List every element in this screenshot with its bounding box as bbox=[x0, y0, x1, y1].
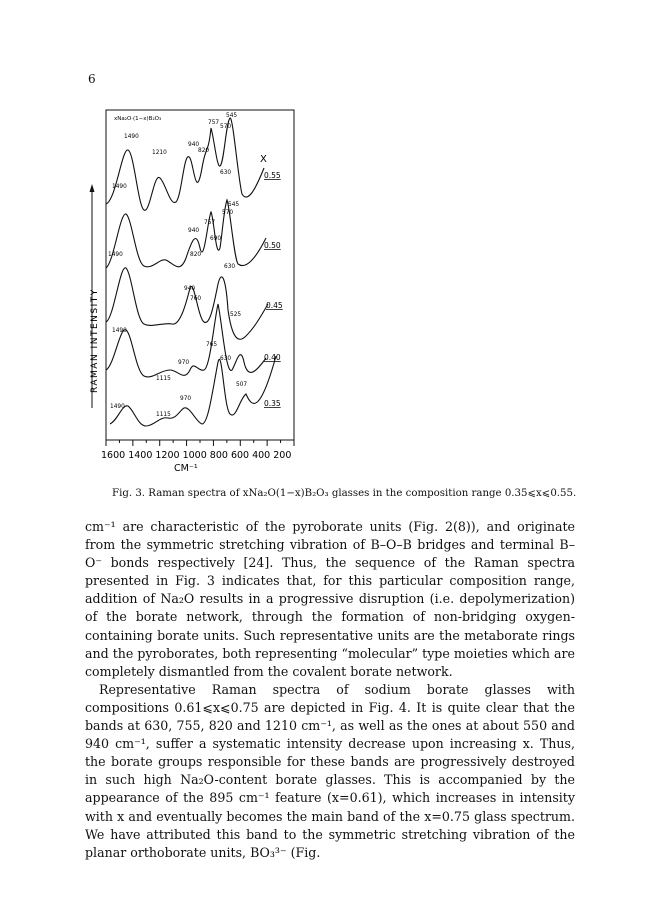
peak-label: 545 bbox=[226, 113, 238, 119]
peak-label: 507 bbox=[236, 382, 248, 388]
spectrum-line-1 bbox=[106, 118, 264, 210]
peak-label: 690 bbox=[210, 236, 222, 242]
peak-label: 545 bbox=[228, 202, 240, 208]
peak-label: 765 bbox=[206, 342, 218, 348]
peak-label: 757 bbox=[204, 220, 216, 226]
paragraph-2: Representative Raman spectra of sodium borate glasses with compositions 0.61⩽x⩽0.75 are depicted in Fig. 4. It is quite clear that the bands at 630, 755, 820 and 1210 cm⁻¹, as well as the ones at about 550 and 940 cm⁻¹, suffer a systematic intensity decrease upon increasing x. Thus, the borate groups responsible for these bands are progressively destroyed in such high Na₂O-content borate glasses. This is accompanied by the appearance of the 895 cm⁻¹ feature (x=0.61), which increases in intensity with x and eventually becomes the main band of the x=0.75 glass spectrum. We have attributed this band to the symmetric stretching vibration of the planar orthoborate units, BO₃³⁻ (Fig. bbox=[85, 681, 575, 860]
peak-label: 760 bbox=[190, 296, 202, 302]
peak-label: 630 bbox=[220, 356, 232, 362]
paragraph-1: cm⁻¹ are characteristic of the pyroborate units (Fig. 2(8)), and originate from the symmetric stretching vibration of B–O–B bridges and terminal B–O⁻ bonds respectively [24]. Thus, the sequence of the Raman spectra presented in Fig. 3 indicates that, for this particular composition range, addition of Na₂O results in a progressive disruption (i.e. depolymerization) of the borate network, through the formation of non-bridging oxygen-containing borate units. Such representative units are the metaborate rings and the pyroborates, both representing “molecular” type moieties which are completely dismantled from the covalent borate network. bbox=[85, 519, 575, 679]
composition-label: 0.45 bbox=[266, 301, 283, 310]
peak-label: 820 bbox=[190, 252, 202, 258]
x-tick-labels: 1600 1400 1200 1000 800 600 400 200 bbox=[101, 450, 292, 461]
peak-label: 570 bbox=[220, 124, 232, 130]
x-axis-label: CM⁻¹ bbox=[174, 463, 198, 474]
peak-label: 820 bbox=[198, 148, 210, 154]
peak-label: 940 bbox=[188, 228, 200, 234]
spectra-group bbox=[106, 118, 276, 426]
peak-label: 1115 bbox=[156, 376, 171, 382]
composition-label: 0.50 bbox=[264, 241, 281, 250]
peak-label: 630 bbox=[224, 264, 236, 270]
peak-label: 1490 bbox=[124, 134, 139, 140]
composition-label: 0.55 bbox=[264, 171, 281, 180]
peak-label: 940 bbox=[184, 286, 196, 292]
peak-label: 1490 bbox=[110, 404, 125, 410]
body-text bbox=[85, 518, 575, 862]
peak-label: 1490 bbox=[108, 252, 123, 258]
figure-caption: Fig. 3. Raman spectra of xNa₂O(1−x)B₂O₃ glasses in the composition range 0.35⩽x⩽0.55. bbox=[112, 488, 577, 499]
peak-label: 1210 bbox=[152, 150, 167, 156]
peak-label: 757 bbox=[208, 120, 220, 126]
peak-label: 1490 bbox=[112, 184, 127, 190]
raman-figure bbox=[80, 108, 305, 480]
peak-label: 630 bbox=[220, 170, 232, 176]
peak-label: 570 bbox=[222, 210, 234, 216]
y-axis-arrowhead bbox=[90, 184, 95, 192]
spectrum-line-4 bbox=[106, 304, 266, 377]
peak-label: 1115 bbox=[156, 412, 171, 418]
composition-labels bbox=[264, 171, 283, 408]
peak-label: 970 bbox=[180, 396, 192, 402]
y-axis-label: RAMAN INTENSITY bbox=[90, 288, 100, 393]
x-axis-ticks bbox=[106, 440, 294, 446]
x-header-label: X bbox=[260, 154, 267, 165]
peak-label: 1490 bbox=[112, 328, 127, 334]
page-number: 6 bbox=[88, 72, 96, 86]
composition-label: 0.35 bbox=[264, 399, 281, 408]
peak-label: 525 bbox=[230, 312, 242, 318]
raman-spectra-plot bbox=[80, 108, 305, 480]
spectrum-line-3 bbox=[106, 268, 268, 339]
peak-label: 970 bbox=[178, 360, 190, 366]
spectrum-line-2 bbox=[106, 200, 266, 268]
composition-label: 0.40 bbox=[264, 353, 281, 362]
peak-label: 940 bbox=[188, 142, 200, 148]
figure-title-label: xNa₂O·(1−x)B₂O₃ bbox=[114, 116, 162, 122]
